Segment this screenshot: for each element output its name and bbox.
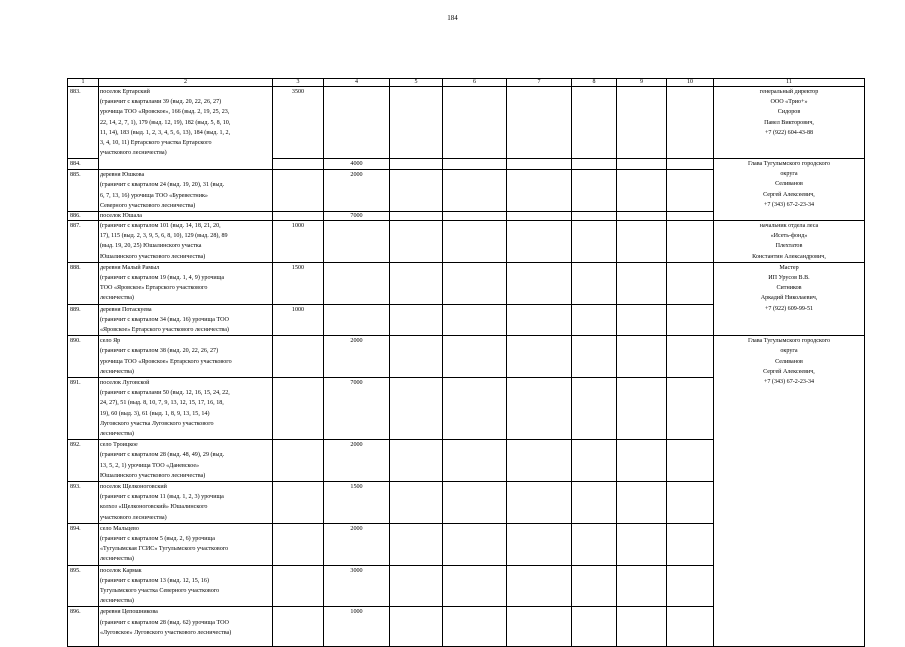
table-row xyxy=(68,158,865,169)
col3-value xyxy=(273,170,324,212)
col4-value xyxy=(324,304,390,336)
col3-value xyxy=(273,211,324,220)
page-number: 184 xyxy=(447,14,458,22)
settlement-cell: поселок Луговской (граничит с кварталами 50 (выд. 12, 16, 15, 24, 22, 24, 27), 51 (выд. 8, 10, 7, 9, 13, 12, 15, 17, 16, 18, 19), 60 (выд. 3), 61 (выд. 1, 8, 9, 13, 15, 14) Луговского участка Луговского участкового лесничества) xyxy=(99,377,273,439)
col3-value: 1000 xyxy=(273,220,324,262)
settlement-cell: поселок Щелконоговский (граничит с кварталом 11 (выд. 1, 2, 3) урочища колхоз «Щелконоговский» Юшалинского участкового лесничества) xyxy=(99,482,273,524)
col-header: 8 xyxy=(572,79,617,87)
settlement-cell: поселок Кармак (граничит с кварталом 13 (выд. 12, 15, 16) Тугулымского участка Северного участкового лесничества) xyxy=(99,565,273,607)
col3-value xyxy=(273,482,324,524)
col4-value: 3000 xyxy=(324,565,390,607)
contact-cell: Глава Тугулымского городского округа Селиванов Сергей Алексеевич, +7 (343) 67-2-23-34 xyxy=(714,158,865,220)
settlement-cell: село Мальцево (граничит с кварталом 5 (выд. 2, 6) урочища «Тугулымская ГСИС» Тугулымского участкового лесничества) xyxy=(99,523,273,565)
col4-value: 1500 xyxy=(324,482,390,524)
col3-value xyxy=(273,158,324,169)
col-header: 1 xyxy=(68,79,99,87)
contact-cell: Глава Тугулымского городского округа Селиванов Сергей Алексеевич, +7 (343) 67-2-23-34 xyxy=(714,336,865,647)
col4-value xyxy=(324,262,390,304)
row-number: 895. xyxy=(68,565,99,607)
row-number: 888. xyxy=(68,262,99,304)
row-number: 886. xyxy=(68,211,99,220)
table-row xyxy=(68,220,865,262)
row-number: 891. xyxy=(68,377,99,439)
settlement-cell: (граничит с кварталом 101 (выд. 14, 18, 21, 20, 17), 115 (выд. 2, 3, 9, 5, 6, 8, 10), 129 (выд. 28), 89 (выд. 19, 20, 25) Юшалинского участка Юшалинского участкового лесничества) xyxy=(99,220,273,262)
col3-value xyxy=(273,377,324,439)
col4-value: 7000 xyxy=(324,211,390,220)
col3-value: 1500 xyxy=(273,262,324,304)
col4-value: 4000 xyxy=(324,158,390,169)
contact-cell: Мастер ИП Урусов В.В. Ситников Аркадий Николаевич, +7 (922) 609-99-51 xyxy=(714,262,865,335)
row-number: 894. xyxy=(68,523,99,565)
col4-value: 2000 xyxy=(324,523,390,565)
forest-table xyxy=(67,78,865,647)
settlement-cell: поселок Ертарский (граничит с кварталами 39 (выд. 20, 22, 26, 27) урочища ТОО «Яровское», 166 (выд. 2, 19, 25, 23, 22, 14, 2, 7, 1), 179 (выд. 12, 19), 182 (выд. 5, 8, 10, 11, 14), 183 (выд. 1, 2, 3, 4, 5, 6, 13), 184 (выд. 1, 2, 3, 4, 10, 11) Ертарского участка Ертарского участкового лесничества) xyxy=(99,87,273,159)
settlement-cell xyxy=(99,158,273,169)
col4-value xyxy=(324,87,390,159)
col4-value: 2000 xyxy=(324,336,390,378)
col-header: 9 xyxy=(617,79,667,87)
table-row xyxy=(68,336,865,378)
col-header: 6 xyxy=(443,79,507,87)
col3-value: 1000 xyxy=(273,304,324,336)
col4-value: 2000 xyxy=(324,170,390,212)
settlement-cell: деревня Юшкова (граничит с кварталом 24 (выд. 19, 20), 31 (выд. 6, 7, 13, 16) урочища ТОО «Буревестник» Северного участкового лесничества) xyxy=(99,170,273,212)
settlement-cell: деревня Малый Рамыл (граничит с кварталом 19 (выд. 1, 4, 9) урочища ТОО «Яровское» Ертарского участкового лесничества) xyxy=(99,262,273,304)
col-header: 4 xyxy=(324,79,390,87)
col-header: 7 xyxy=(507,79,572,87)
contact-cell: генеральный директор ООО «Трио+» Сидоров Павел Викторович, +7 (922) 604-43-88 xyxy=(714,87,865,159)
col3-value xyxy=(273,440,324,482)
settlement-cell: село Троицкое (граничит с кварталом 28 (выд. 48, 49), 29 (выд. 13, 5, 2, 1) урочища ТОО «Даневское» Юшалинского участкового лесничества) xyxy=(99,440,273,482)
col3-value xyxy=(273,565,324,607)
row-number: 883. xyxy=(68,87,99,159)
col-header: 11 xyxy=(714,79,865,87)
col3-value xyxy=(273,607,324,647)
col4-value: 2000 xyxy=(324,440,390,482)
settlement-cell: поселок Юшала xyxy=(99,211,273,220)
col-header: 3 xyxy=(273,79,324,87)
col4-value xyxy=(324,220,390,262)
contact-cell: начальник отдела леса «Исеть-фонд» Плехтатов Константин Александрович, xyxy=(714,220,865,262)
row-number: 893. xyxy=(68,482,99,524)
col4-value: 7000 xyxy=(324,377,390,439)
col3-value: 3500 xyxy=(273,87,324,159)
table-row xyxy=(68,87,865,159)
settlement-cell: село Яр (граничит с кварталом 38 (выд. 20, 22, 26, 27) урочища ТОО «Яровское» Ертарского участкового лесничества) xyxy=(99,336,273,378)
row-number: 890. xyxy=(68,336,99,378)
table-row xyxy=(68,262,865,304)
settlement-cell: деревня Потаскуева (граничит с кварталом 34 (выд. 16) урочища ТОО «Яровское» Ертарского участкового лесничества) xyxy=(99,304,273,336)
row-number: 892. xyxy=(68,440,99,482)
row-number: 889. xyxy=(68,304,99,336)
row-number: 887. xyxy=(68,220,99,262)
col-header: 10 xyxy=(667,79,714,87)
header-row xyxy=(68,79,865,87)
col-header: 5 xyxy=(390,79,443,87)
col4-value: 1000 xyxy=(324,607,390,647)
row-number: 885. xyxy=(68,170,99,212)
row-number: 896. xyxy=(68,607,99,647)
col3-value xyxy=(273,523,324,565)
col-header: 2 xyxy=(99,79,273,87)
row-number: 884. xyxy=(68,158,99,169)
col3-value xyxy=(273,336,324,378)
settlement-cell: деревня Цепошникова (граничит с кварталом 28 (выд. 62) урочища ТОО «Луговское» Луговского участкового лесничества) xyxy=(99,607,273,647)
